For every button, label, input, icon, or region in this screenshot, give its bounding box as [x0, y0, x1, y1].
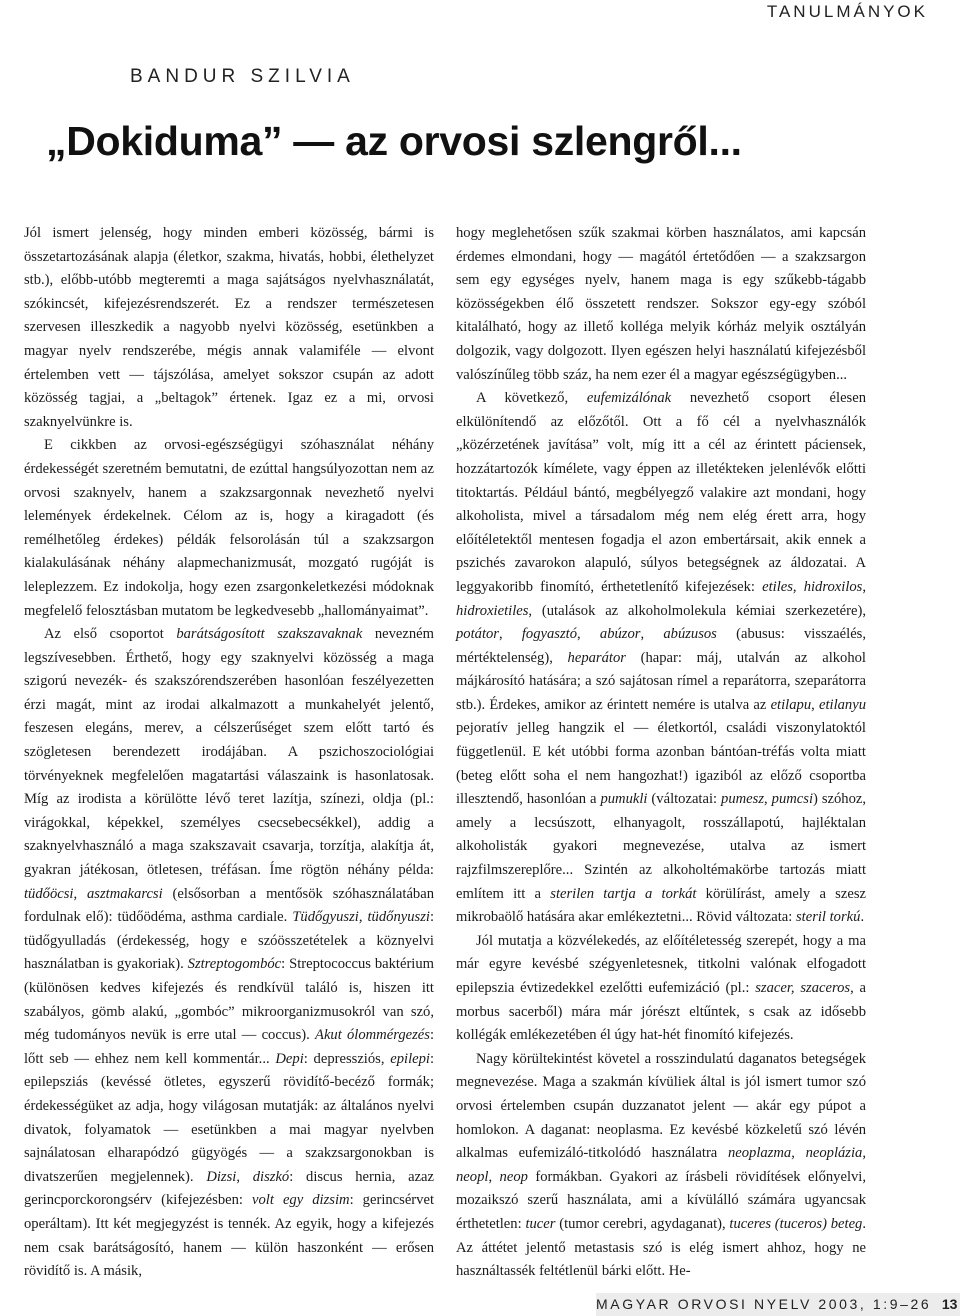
text-run: E cikkben az orvosi-egészségügyi szóhasználat néhány érdekességét szeretném bemutatni, de ezúttal hangsúlyozottan nem az orvosi szaknyelv, hanem a szakzsargonnak nevezhető nyelvi lelemények érdekelnek. Célom az is, hogy a kiragadott (és remélhetőleg érdekes) példák felsorolásán túl a szakzsargon kialakulásának néhány alapmechanizmusát, mozgató rugóját is leleplezzem. Ez indokolja, hogy ezen zsargonkeletkezési módoknak megfelelő felosztásban mutatom be legkedvesebb „hallományaimat”. — [24, 437, 434, 619]
text-run: , — [862, 578, 867, 595]
text-run: , — [358, 909, 368, 926]
text-run: Jól ismert jelenség, hogy minden emberi közösség, bármi is összetartozásának alapja (életkor, szakma, hivatás, hobbi, élethelyzet stb.), előbb-utóbb megteremti a maga sajátságos nyelvhasználatát, szókincsét, kifejezésrendszerét. Ez a rendszer természetesen szervesen illeszkedik a nagyobb nyelvi közösség, esetünkben a magyar nyelv rendszerébe, mégis annak valamiféle — elvont értelemben vett — tájszólása, amelyet sokszor csupán az adott közösség tagjai, a „beltagok” értenek. Igaz ez a mi, orvosi szaknyelvünkre is. — [24, 225, 434, 430]
text-run: , — [498, 626, 522, 643]
italic-term: neop — [499, 1168, 528, 1185]
italic-term: etiles — [762, 578, 793, 595]
text-run: (abusus: visszaélés, mértéktelenség), — [456, 626, 866, 666]
italic-term: barátságosított szakszavaknak — [176, 626, 363, 643]
text-run: A következő, — [476, 390, 587, 407]
text-run: : discus hernia, azaz gerincporckorongsérv (kifejezésben: — [24, 1168, 435, 1209]
italic-term: etilapu — [770, 696, 812, 713]
text-run: , — [862, 1145, 866, 1162]
italic-term: heparátor — [567, 649, 626, 666]
text-run: pejoratív jelleg hangzik el — életkortól, családi viszonylatoktól függetlenül. E két utóbbi forma azonban bántóan-tréfás volta miatt (beteg előtt soha el nem hangozhat!) igaziból az előző csoportba illesztendő, hasonlóan a — [456, 720, 866, 808]
italic-term: potátor — [456, 626, 499, 643]
text-run: : depressziós, — [303, 1050, 391, 1067]
italic-term: neoplázia — [805, 1145, 863, 1162]
article-title: „Dokiduma” — az orvosi szlengről... — [46, 118, 742, 164]
italic-term: Tüdőgyuszi — [292, 909, 359, 926]
italic-term: tüdőöcsi — [24, 885, 74, 902]
text-run: , — [764, 791, 772, 808]
text-run: Az első csoportot — [44, 626, 177, 643]
author-name: BANDUR SZILVIA — [130, 66, 355, 87]
paragraph — [456, 387, 866, 930]
italic-term: etilanyu — [818, 696, 866, 713]
text-run: nevezhető csoport élesen elkülönítendő az előzőtől. Ott a fő cél a nyelvhasználók „közérzetének javítása” volt, míg itt a cél az érintett páciensek, hozzátartozók kímélete, vagy éppen az illetékteken jelenlévők előtti titoktartás. Például bántó, megbélyegző valakire azt mondani, hogy alkoholista, mivel a társadalom még nem elég érett arra, hogy előítéletektől mentesen fogadja el azon embertársait, akik ennek a pszichés zavarokon alapuló, súlyos betegségnek az áldozatai. A leggyakoribb finomító, érthetetlenítő kifejezések: — [456, 390, 866, 595]
italic-term: asztmakarcsi — [87, 885, 163, 902]
italic-term: eufemizálónak — [586, 390, 672, 407]
text-run: (tumor cerebri, agydaganat), — [555, 1215, 730, 1232]
paragraph — [456, 930, 866, 1048]
italic-term: Akut ólommérgezés — [315, 1027, 430, 1044]
text-run: körülírást, amely a szesz mikrobaölő hatására akar emlékeztetni... Rövid változata: — [456, 885, 866, 926]
page-footer — [596, 1293, 960, 1316]
text-run: hogy meglehetősen szűk szakmai körben használatos, ami kapcsán érdemes elmondani, hogy — magától értetődően — a szakzsargon sem egy egységes nyelv, hanem maga is egy szűkebb-tágabb közösségekben élő összetett rendszer. Sokszor egy-egy szóból kitalálható, hogy az illető kolléga melyik kórház melyik osztályán dolgozik, vagy dolgozott. Ilyen egészen helyi használatú kifejezésből valószínűleg több száz, ha nem ezer él a magyar egészségügyben... — [456, 225, 866, 383]
italic-term: abúzor — [599, 626, 641, 643]
paragraph — [24, 434, 434, 623]
text-run: , a morbus sacerből) mára már jórészt eltűntek, s csak az idősebb kollégák emlékezetében él úgy hat-hét finomító kifejezés. — [456, 980, 866, 1044]
journal-citation: MAGYAR ORVOSI NYELV 2003, 1:9–26 — [596, 1296, 932, 1312]
section-label: TANULMÁNYOK — [766, 2, 928, 21]
text-run: Jól mutatja a közvélekedés, az előítéletesség szerepét, hogy a ma már egyre kevésbé szégyenletesnek, titkolni valónak elfogadott epilepszia évtizedekkel ezelőtti eufemizáció (pl.: — [456, 932, 866, 996]
italic-term: steril torkú — [795, 909, 861, 926]
italic-term: fogyasztó — [521, 626, 578, 643]
text-run: . Az áttétet jelentő metastasis szó is elég ismert ahhoz, hogy ne használtassék feltétlenül bárki előtt. He- — [456, 1215, 866, 1280]
text-run: : epilepsziás (kevéssé ötletes, egyszerű rövidítő-becéző formák; érdekességüket az adja, hogy világosan mutatják: az általános nyelvi divatok, folyamatok — esetünkben a mai magyar nyelvben sajnálatosan elharapódzó gügyögés — a szakzsargonokban is divatszerűen megjelennek). — [24, 1050, 435, 1185]
paragraph — [456, 1048, 866, 1284]
italic-term: pumcsi — [771, 791, 814, 808]
text-run: , (utalások az alkoholmolekula kémiai szerkezetére), — [528, 602, 866, 619]
italic-term: tüdőnyuszi — [367, 909, 430, 926]
italic-term: neopl — [456, 1168, 489, 1185]
paragraph — [24, 222, 434, 434]
text-run: , — [640, 626, 664, 643]
italic-term: hidroxilos — [803, 578, 863, 595]
text-run: , — [792, 578, 804, 595]
page-number: 13 — [941, 1296, 958, 1312]
italic-term: sterilen tartja a torkát — [550, 885, 697, 902]
italic-term: hidroxietiles — [456, 602, 529, 619]
italic-term: Depi — [275, 1050, 304, 1067]
text-run: nevezném legszívesebben. Érthető, hogy egy szaknyelvi közösség a maga szigorú nevezék- és szakszórendszerében hasonlóan feszélyezetten érzi magát, mint az irodai alkalmazott a munkahelyét jelentő, feszesen elegáns, merev, a célszerűséget szem előtt tartó és szögletesen berendezett irodájában. A pszichoszociológiai törvényeknek megfelelően magatartási válaszaink is hasonlatosak. Míg az irodista a körülötte lévő teret lazítja, színezi, oldja (pl.: virágokkal, képekkel, személyes csecsebecsékkel), addig a szaknyelvhasználó a maga szakszavait csavarja, torzítja, alakítja át, gyakran játékosan, ötletesen, tréfásan. Íme rögtön néhány példa: — [24, 626, 434, 879]
text-run: , — [73, 885, 87, 902]
text-run: , — [236, 1168, 253, 1185]
text-run: : tüdőgyulladás (érdekesség, hogy e szóösszetételek a köznyelvi használatban is gyakoriak). — [24, 909, 434, 973]
italic-term: abúzusos — [663, 626, 717, 643]
text-run: formákban. Gyakori az írásbeli rövidítések előnyelvi, mozaikszó szerű használata, ami a kívülálló számára ugyancsak érthetetlen: — [456, 1168, 866, 1232]
italic-term: volt egy dizsim — [252, 1192, 350, 1209]
text-run: Nagy körültekintést követel a rosszindulatú daganatos betegségek megnevezése. Maga a szakmán kívüliek által is jól ismert tumor szó orvosi értelemben csupán duzzanatot jelent — akár egy púpot a homlokon. A daganat: neoplasma. Ez kevésbé közkeletű szó lévén alkalmas eufemizáló-titkolódó használatra — [456, 1050, 866, 1162]
italic-term: epilepi — [390, 1050, 430, 1067]
italic-term: Dizsi — [206, 1168, 237, 1185]
italic-term: pumukli — [600, 791, 648, 808]
text-run: : lőtt seb — ehhez nem kell kommentár... — [24, 1027, 435, 1067]
right-column — [456, 222, 866, 1284]
text-run: , — [577, 626, 600, 643]
text-run: , — [811, 696, 819, 713]
paragraph — [24, 623, 434, 1284]
italic-term: neoplazma — [727, 1145, 792, 1162]
italic-term: diszkó — [252, 1168, 290, 1185]
italic-term: pumesz — [721, 791, 765, 808]
text-run: ) szóhoz, amely a lecsúszott, elhanyagolt, rosszállapotú, hajléktalan alkoholisták gyakori megnevezése, utalva az ismert rajzfilmszereplőre... Szintén az alkoholtémakörbe tartozás miatt említem itt a — [456, 791, 867, 902]
italic-term: Sztreptogombóc — [187, 956, 282, 973]
text-run: , — [488, 1168, 500, 1185]
text-run: , — [791, 1145, 806, 1162]
text-run: (hapar: máj, utalván az alkohol májkárosító hatására; a szó sajátosan rímel a reparátorra, szeparátorra stb.). Érdekes, amikor az érintett nemére is utalva az — [456, 649, 866, 713]
text-run: : gerincsérvet operáltam). Itt két megjegyzést is tennék. Az egyik, hogy a kifejezés nem csak barátságosító, hanem — külön haszonként — erősen rövidítő is. A másik, — [24, 1192, 434, 1280]
paragraph — [456, 222, 866, 387]
text-run: (változatai: — [647, 791, 722, 808]
italic-term: tucer — [525, 1215, 556, 1232]
italic-term: tuceres (tuceros) beteg — [729, 1215, 863, 1232]
italic-term: szacer, szaceros — [755, 980, 851, 996]
text-run: (elsősorban a mentősök szóhasználatában fordulnak elő): tüdőödéma, asthma cardiale. — [24, 885, 434, 926]
text-run: : Streptococcus baktérium (különösen kedves kifejezés és rendkívül találó is, hiszen itt szabályos, gömb alakú, „gombóc” mikroorganizmusokról van szó, még tudományos nevük is erre utal — coccus). — [24, 956, 435, 1044]
left-column — [24, 222, 434, 1284]
text-run: . — [860, 909, 865, 926]
